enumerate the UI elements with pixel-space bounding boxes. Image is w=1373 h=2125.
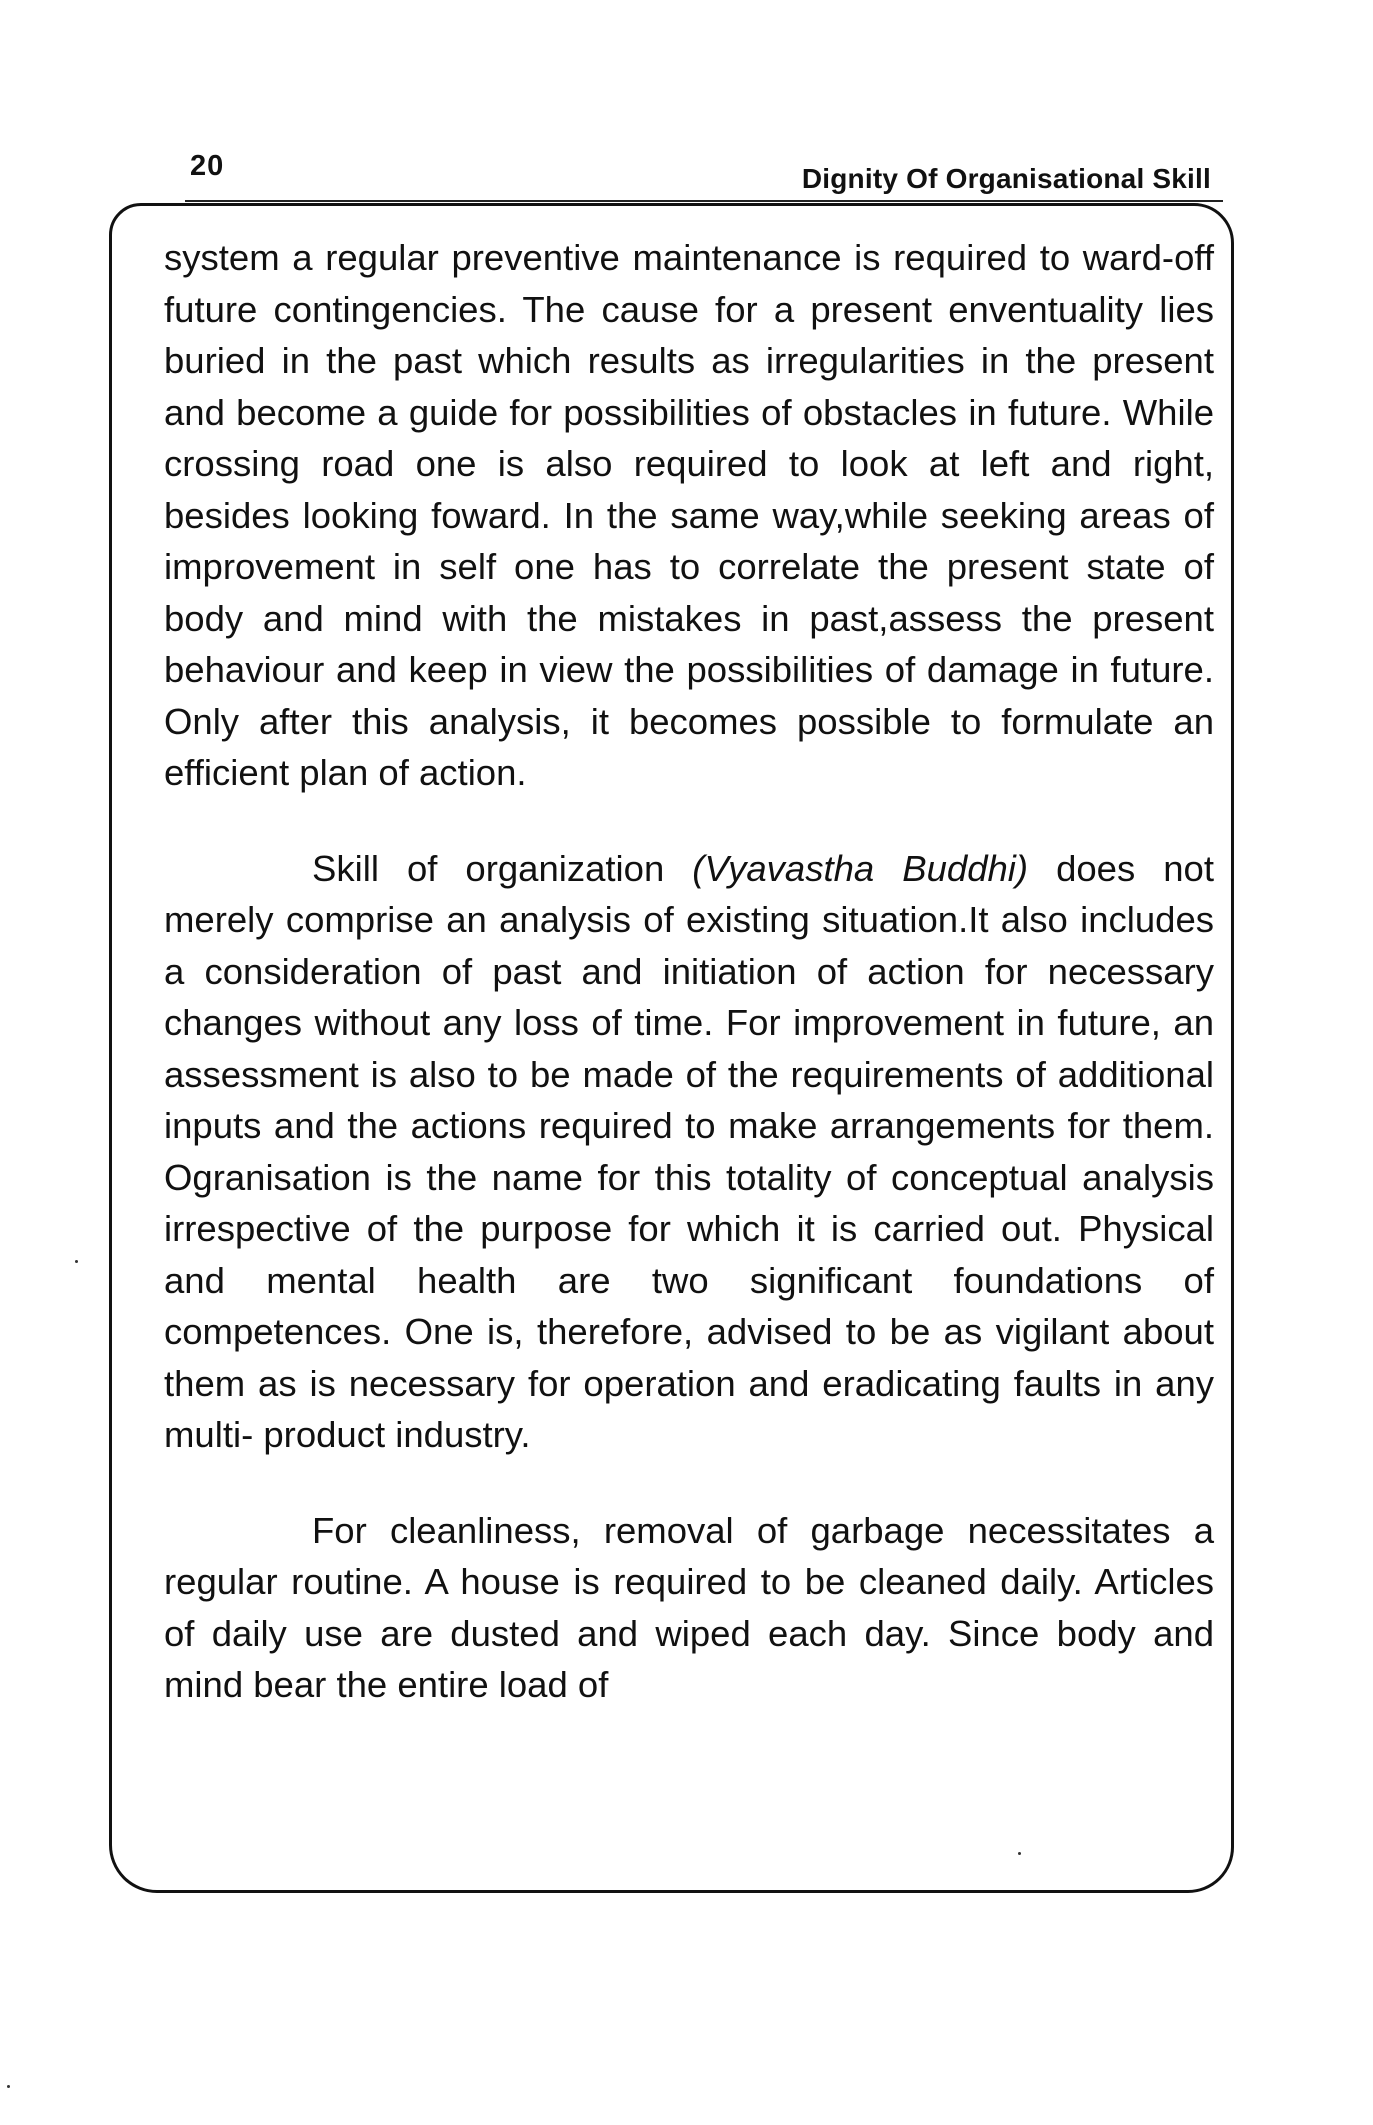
paragraph-2 <box>164 843 1214 1461</box>
running-header: Dignity Of Organisational Skill <box>801 163 1211 194</box>
scan-speck <box>1018 1852 1021 1855</box>
paragraph-2-start: Skill of organization <box>312 847 693 889</box>
paragraph-2-italic-term: (Vyavastha Buddhi) <box>692 847 1029 889</box>
body-text <box>164 232 1214 1711</box>
scan-speck <box>75 1260 78 1263</box>
paragraph-3: For cleanliness, removal of garbage necessitates a regular routine. A house is required to be cleaned daily. Articles of daily use are dusted and wiped each day. Since body and mind bear the entire load of <box>164 1509 1214 1705</box>
header-rule <box>185 200 1223 202</box>
paragraph-2-rest: does not merely comprise an analysis of existing situation.It also includes a consideration of past and initiation of action for necessary changes without any loss of time. For improvement in future, an assessment is also to be made of the requirements of additional inputs and the actions required to make arrangements for them. Ogranisation is the name for this totality of conceptual analysis irrespective of the purpose for which it is carried out. Physical and mental health are two significant foundations of competences. One is, therefore, advised to be as vigilant about them as is necessary for operation and eradicating faults in any multi- product industry. <box>164 847 1214 1455</box>
paragraph-1: system a regular preventive maintenance is required to ward-off future contingencies. The cause for a present enventuality lies buried in the past which results as irregularities in the present and become a guide for possibilities of obstacles in future. While crossing road one is also required to look at left and right, besides looking foward. In the same way,while seeking areas of improvement in self one has to correlate the present state of body and mind with the mistakes in past,assess the present behaviour and keep in view the possibilities of damage in future. Only after this analysis, it becomes possible to formulate an efficient plan of action. <box>164 237 1214 793</box>
page-number: 20 <box>190 150 225 182</box>
scan-speck <box>7 2085 10 2088</box>
